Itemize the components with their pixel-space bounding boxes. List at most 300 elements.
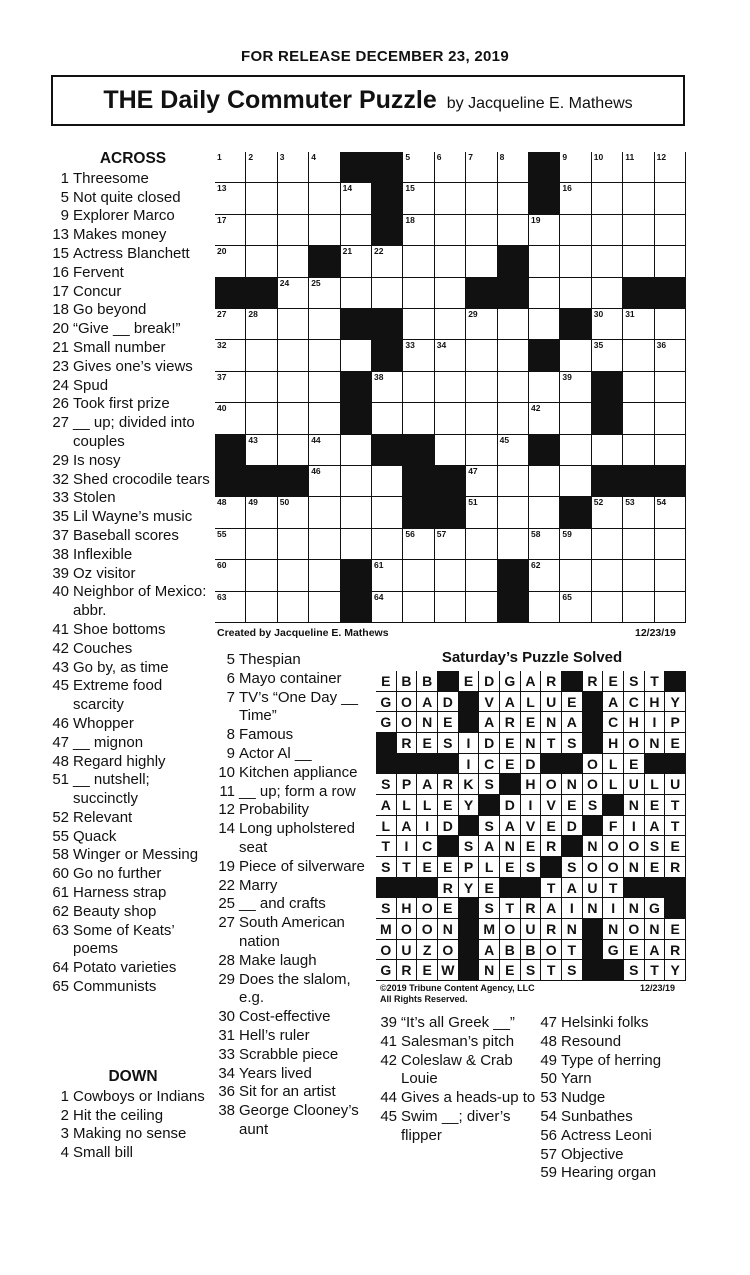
grid-cell[interactable] — [623, 340, 654, 371]
solution-cell: E — [417, 857, 438, 878]
clue-text: Resound — [561, 1032, 622, 1050]
grid-cell[interactable] — [498, 435, 529, 466]
grid-cell[interactable] — [623, 152, 654, 183]
grid-cell[interactable] — [592, 435, 623, 466]
grid-cell[interactable] — [623, 215, 654, 246]
clue-text: Not quite closed — [73, 188, 181, 206]
clue-item — [536, 1033, 696, 1052]
solution-cell: T — [645, 671, 666, 692]
byline: by Jacqueline E. Mathews — [446, 94, 633, 112]
grid-cell[interactable] — [403, 183, 434, 214]
grid-cell[interactable] — [466, 183, 497, 214]
grid-cell[interactable] — [372, 246, 403, 277]
solution-cell: E — [665, 919, 686, 940]
solution-cell: E — [541, 816, 562, 837]
grid-cell[interactable] — [498, 529, 529, 560]
clue-number: 62 — [52, 902, 69, 920]
grid-cell[interactable] — [215, 497, 246, 528]
solution-cell: E — [459, 671, 480, 692]
grid-cell[interactable] — [215, 372, 246, 403]
solution-block — [459, 712, 480, 733]
clue-number: 17 — [52, 282, 69, 300]
grid-cell[interactable] — [623, 435, 654, 466]
solution-cell: R — [500, 712, 521, 733]
clue-item — [50, 809, 216, 828]
clue-text: Oz visitor — [73, 564, 136, 582]
grid-cell[interactable] — [246, 592, 277, 623]
cell-number: 24 — [279, 277, 290, 288]
cell-number: 1 — [217, 152, 222, 162]
clue-item — [50, 903, 216, 922]
cell-number: 17 — [217, 214, 227, 225]
solution-cell: T — [665, 816, 686, 837]
solution-cell: O — [417, 919, 438, 940]
title-box — [51, 75, 685, 126]
grid-cell[interactable] — [529, 560, 560, 591]
grid-cell[interactable] — [372, 529, 403, 560]
grid-cell[interactable] — [309, 560, 340, 591]
grid-cell[interactable] — [278, 183, 309, 214]
clue-item — [214, 971, 376, 1009]
grid-cell[interactable] — [435, 403, 466, 434]
solution-block — [521, 878, 542, 899]
grid-block — [341, 152, 372, 183]
clue-item — [50, 358, 216, 377]
grid-cell[interactable] — [246, 403, 277, 434]
solution-cell: E — [500, 733, 521, 754]
grid-cell[interactable] — [403, 403, 434, 434]
grid-cell[interactable] — [655, 215, 686, 246]
grid-cell[interactable] — [466, 592, 497, 623]
grid-cell[interactable] — [560, 372, 591, 403]
grid-cell[interactable] — [403, 560, 434, 591]
grid-cell[interactable] — [403, 340, 434, 371]
grid-cell[interactable] — [560, 592, 591, 623]
solution-cell: U — [624, 774, 645, 795]
grid-cell[interactable] — [655, 309, 686, 340]
clue-item — [376, 1052, 538, 1090]
grid-block — [592, 403, 623, 434]
grid-cell[interactable] — [466, 497, 497, 528]
grid-cell[interactable] — [246, 497, 277, 528]
clue-number: 15 — [52, 244, 69, 262]
clue-item — [50, 715, 216, 734]
solution-cell: O — [397, 919, 418, 940]
clue-text: Whopper — [73, 714, 134, 732]
solution-cell: E — [438, 898, 459, 919]
clue-text: “It’s all Greek __” — [401, 1014, 515, 1031]
clue-item — [376, 1089, 538, 1108]
grid-cell[interactable] — [309, 529, 340, 560]
grid-cell[interactable] — [529, 278, 560, 309]
grid-cell[interactable] — [372, 592, 403, 623]
grid-cell[interactable] — [623, 183, 654, 214]
grid-cell[interactable] — [403, 592, 434, 623]
grid-cell[interactable] — [623, 592, 654, 623]
grid-cell[interactable] — [560, 183, 591, 214]
grid-cell[interactable] — [560, 529, 591, 560]
grid-cell[interactable] — [215, 340, 246, 371]
clue-text: Swim __; diver’s flipper — [401, 1107, 511, 1144]
grid-cell[interactable] — [278, 497, 309, 528]
solution-cell: N — [583, 898, 604, 919]
cell-number: 56 — [405, 528, 415, 539]
solution-cell: O — [417, 898, 438, 919]
grid-cell[interactable] — [278, 309, 309, 340]
grid-cell[interactable] — [341, 466, 372, 497]
solution-cell: R — [397, 960, 418, 981]
grid-cell[interactable] — [560, 152, 591, 183]
grid-cell[interactable] — [623, 372, 654, 403]
grid-cell[interactable] — [403, 215, 434, 246]
grid-cell[interactable] — [309, 152, 340, 183]
grid-cell[interactable] — [466, 529, 497, 560]
grid-cell[interactable] — [529, 466, 560, 497]
solution-block — [459, 898, 480, 919]
grid-cell[interactable] — [246, 340, 277, 371]
clue-item — [50, 508, 216, 527]
grid-cell[interactable] — [278, 278, 309, 309]
solution-cell: H — [603, 733, 624, 754]
grid-block — [498, 278, 529, 309]
clue-item — [50, 189, 216, 208]
grid-cell[interactable] — [655, 183, 686, 214]
cell-number: 48 — [217, 497, 227, 508]
grid-cell[interactable] — [309, 403, 340, 434]
grid-cell[interactable] — [435, 278, 466, 309]
grid-block — [529, 183, 560, 214]
grid-cell[interactable] — [341, 340, 372, 371]
clue-text: Kitchen appliance — [239, 763, 358, 781]
grid-cell[interactable] — [435, 560, 466, 591]
grid-cell[interactable] — [372, 278, 403, 309]
cell-number: 12 — [656, 152, 667, 162]
clue-number: 2 — [60, 1106, 69, 1124]
grid-cell[interactable] — [466, 152, 497, 183]
grid-cell[interactable] — [278, 435, 309, 466]
grid-cell[interactable] — [372, 560, 403, 591]
grid-cell[interactable] — [655, 592, 686, 623]
grid-cell[interactable] — [623, 403, 654, 434]
grid-cell[interactable] — [435, 340, 466, 371]
grid-cell[interactable] — [498, 403, 529, 434]
clue-number: 9 — [60, 207, 69, 225]
clue-text: Shed crocodile tears — [73, 470, 210, 488]
grid-cell[interactable] — [372, 466, 403, 497]
grid-cell[interactable] — [592, 246, 623, 277]
solution-cell: T — [541, 960, 562, 981]
grid-cell[interactable] — [246, 246, 277, 277]
solution-cell: N — [417, 712, 438, 733]
grid-block — [592, 372, 623, 403]
grid-cell[interactable] — [498, 183, 529, 214]
clue-number: 53 — [540, 1089, 557, 1107]
clue-item — [50, 264, 216, 283]
clue-number: 24 — [52, 376, 69, 394]
grid-cell[interactable] — [435, 309, 466, 340]
cell-number: 58 — [531, 528, 541, 539]
grid-cell[interactable] — [560, 403, 591, 434]
solution-cell: R — [397, 733, 418, 754]
grid-cell[interactable] — [592, 152, 623, 183]
grid-cell[interactable] — [560, 215, 591, 246]
cell-number: 64 — [374, 591, 384, 602]
clue-item — [50, 245, 216, 264]
grid-block — [529, 340, 560, 371]
grid-cell[interactable] — [623, 529, 654, 560]
solution-block — [417, 754, 438, 775]
cell-number: 37 — [217, 371, 227, 382]
clue-text: __ up; form a row — [239, 782, 356, 800]
clue-item — [50, 583, 216, 621]
grid-cell[interactable] — [529, 592, 560, 623]
grid-cell[interactable] — [278, 340, 309, 371]
grid-cell[interactable] — [403, 372, 434, 403]
cell-number: 43 — [248, 434, 258, 445]
clue-item — [214, 1046, 376, 1065]
grid-cell[interactable] — [309, 340, 340, 371]
clue-number: 8 — [226, 726, 235, 744]
grid-cell[interactable] — [215, 560, 246, 591]
grid-cell[interactable] — [309, 278, 340, 309]
grid-cell[interactable] — [592, 497, 623, 528]
solution-cell: L — [479, 857, 500, 878]
grid-cell[interactable] — [278, 560, 309, 591]
grid-cell[interactable] — [623, 309, 654, 340]
clue-item — [50, 414, 216, 452]
grid-cell[interactable] — [529, 529, 560, 560]
grid-cell[interactable] — [403, 529, 434, 560]
grid-cell[interactable] — [372, 403, 403, 434]
grid-cell[interactable] — [341, 183, 372, 214]
solution-cell: A — [645, 816, 666, 837]
grid-cell[interactable] — [592, 215, 623, 246]
grid-cell[interactable] — [466, 215, 497, 246]
grid-cell[interactable] — [403, 152, 434, 183]
grid-cell[interactable] — [435, 215, 466, 246]
clue-item — [214, 858, 376, 877]
grid-cell[interactable] — [560, 340, 591, 371]
grid-cell[interactable] — [560, 278, 591, 309]
grid-block — [278, 466, 309, 497]
solution-cell: O — [397, 692, 418, 713]
grid-cell[interactable] — [403, 246, 434, 277]
grid-cell[interactable] — [372, 372, 403, 403]
grid-cell[interactable] — [498, 372, 529, 403]
grid-cell[interactable] — [309, 372, 340, 403]
solution-cell: D — [438, 692, 459, 713]
grid-cell[interactable] — [498, 466, 529, 497]
grid-cell[interactable] — [246, 372, 277, 403]
clue-text: __ mignon — [73, 733, 144, 751]
grid-cell[interactable] — [341, 497, 372, 528]
solution-block — [583, 712, 604, 733]
grid-cell[interactable] — [498, 340, 529, 371]
grid-cell[interactable] — [372, 497, 403, 528]
grid-cell[interactable] — [309, 435, 340, 466]
grid-cell[interactable] — [278, 246, 309, 277]
grid-cell[interactable] — [623, 497, 654, 528]
grid-cell[interactable] — [498, 497, 529, 528]
grid-cell[interactable] — [215, 183, 246, 214]
grid-cell[interactable] — [215, 592, 246, 623]
clue-text: Makes money — [73, 226, 167, 244]
grid-cell[interactable] — [466, 435, 497, 466]
grid-cell[interactable] — [435, 183, 466, 214]
grid-cell[interactable] — [592, 278, 623, 309]
clue-number: 31 — [218, 1026, 235, 1044]
clue-item — [50, 320, 216, 339]
clue-item — [214, 651, 376, 670]
grid-cell[interactable] — [466, 403, 497, 434]
clue-text: Couches — [73, 639, 133, 657]
grid-cell[interactable] — [278, 215, 309, 246]
grid-cell[interactable] — [215, 215, 246, 246]
grid-cell[interactable] — [623, 560, 654, 591]
grid-cell[interactable] — [529, 246, 560, 277]
grid-cell[interactable] — [215, 152, 246, 183]
grid-cell[interactable] — [341, 278, 372, 309]
grid-cell[interactable] — [592, 309, 623, 340]
grid-cell[interactable] — [309, 466, 340, 497]
grid-cell[interactable] — [309, 309, 340, 340]
grid-cell[interactable] — [560, 246, 591, 277]
grid-cell[interactable] — [655, 529, 686, 560]
solution-cell: E — [521, 836, 542, 857]
grid-cell[interactable] — [278, 152, 309, 183]
grid-cell[interactable] — [592, 529, 623, 560]
grid-cell[interactable] — [529, 372, 560, 403]
grid-block — [341, 309, 372, 340]
grid-cell[interactable] — [655, 246, 686, 277]
clue-text: Hell’s ruler — [239, 1026, 310, 1044]
grid-cell[interactable] — [278, 403, 309, 434]
solution-block — [562, 671, 583, 692]
grid-cell[interactable] — [309, 497, 340, 528]
grid-cell[interactable] — [560, 466, 591, 497]
grid-cell[interactable] — [246, 183, 277, 214]
grid-cell[interactable] — [655, 560, 686, 591]
grid-cell[interactable] — [529, 403, 560, 434]
grid-cell[interactable] — [498, 215, 529, 246]
solution-cell: T — [603, 878, 624, 899]
solution-grid — [376, 671, 686, 981]
cell-number: 29 — [468, 309, 478, 319]
grid-cell[interactable] — [341, 215, 372, 246]
grid-cell[interactable] — [246, 152, 277, 183]
grid-cell[interactable] — [341, 435, 372, 466]
grid-cell[interactable] — [466, 372, 497, 403]
grid-cell[interactable] — [215, 309, 246, 340]
solution-cell: T — [645, 960, 666, 981]
grid-cell[interactable] — [435, 246, 466, 277]
grid-cell[interactable] — [435, 592, 466, 623]
grid-cell[interactable] — [466, 560, 497, 591]
solution-cell: E — [417, 960, 438, 981]
grid-cell[interactable] — [215, 403, 246, 434]
grid-cell[interactable] — [278, 592, 309, 623]
grid-cell[interactable] — [466, 246, 497, 277]
clue-number: 27 — [52, 414, 69, 432]
grid-cell[interactable] — [529, 215, 560, 246]
solution-cell: T — [500, 898, 521, 919]
grid-cell[interactable] — [278, 372, 309, 403]
grid-cell[interactable] — [309, 215, 340, 246]
grid-cell[interactable] — [560, 560, 591, 591]
solution-cell: E — [562, 692, 583, 713]
grid-cell[interactable] — [403, 309, 434, 340]
grid-cell[interactable] — [246, 215, 277, 246]
grid-cell[interactable] — [655, 435, 686, 466]
solution-cell: L — [397, 795, 418, 816]
grid-cell[interactable] — [498, 309, 529, 340]
grid-cell[interactable] — [560, 435, 591, 466]
clue-text: TV’s “One Day __ Time” — [239, 688, 358, 725]
grid-cell[interactable] — [309, 183, 340, 214]
solution-cell: D — [438, 816, 459, 837]
grid-cell[interactable] — [592, 340, 623, 371]
solution-cell: I — [603, 898, 624, 919]
grid-cell[interactable] — [435, 152, 466, 183]
grid-cell[interactable] — [309, 592, 340, 623]
grid-cell[interactable] — [246, 529, 277, 560]
grid-cell[interactable] — [498, 152, 529, 183]
grid-cell[interactable] — [655, 497, 686, 528]
grid-cell[interactable] — [655, 372, 686, 403]
grid-cell[interactable] — [592, 183, 623, 214]
solution-cell: A — [645, 940, 666, 961]
grid-cell[interactable] — [246, 309, 277, 340]
grid-cell[interactable] — [655, 403, 686, 434]
puzzle-title: THE Daily Commuter Puzzle — [103, 86, 437, 114]
grid-cell[interactable] — [215, 246, 246, 277]
grid-cell[interactable] — [246, 560, 277, 591]
grid-cell[interactable] — [529, 309, 560, 340]
cell-number: 40 — [217, 403, 227, 414]
solution-block — [376, 878, 397, 899]
grid-cell[interactable] — [246, 435, 277, 466]
grid-block — [560, 309, 591, 340]
grid-cell[interactable] — [592, 592, 623, 623]
grid-cell[interactable] — [435, 372, 466, 403]
grid-cell[interactable] — [466, 340, 497, 371]
grid-block — [341, 403, 372, 434]
grid-cell[interactable] — [466, 309, 497, 340]
grid-cell[interactable] — [215, 529, 246, 560]
clue-item — [50, 659, 216, 678]
grid-cell[interactable] — [623, 246, 654, 277]
grid-cell[interactable] — [655, 340, 686, 371]
grid-cell[interactable] — [403, 278, 434, 309]
grid-block — [215, 435, 246, 466]
grid-cell[interactable] — [466, 466, 497, 497]
solution-cell: R — [521, 898, 542, 919]
grid-cell[interactable] — [341, 529, 372, 560]
cell-number: 11 — [625, 152, 635, 162]
solution-cell: N — [645, 919, 666, 940]
grid-cell[interactable] — [435, 529, 466, 560]
grid-cell[interactable] — [278, 529, 309, 560]
grid-cell[interactable] — [655, 152, 686, 183]
solution-block — [500, 878, 521, 899]
grid-cell[interactable] — [592, 560, 623, 591]
grid-cell[interactable] — [435, 435, 466, 466]
grid-cell[interactable] — [341, 246, 372, 277]
clue-number: 52 — [52, 808, 69, 826]
grid-cell[interactable] — [529, 497, 560, 528]
clue-item — [214, 1008, 376, 1027]
clue-item — [536, 1089, 696, 1108]
